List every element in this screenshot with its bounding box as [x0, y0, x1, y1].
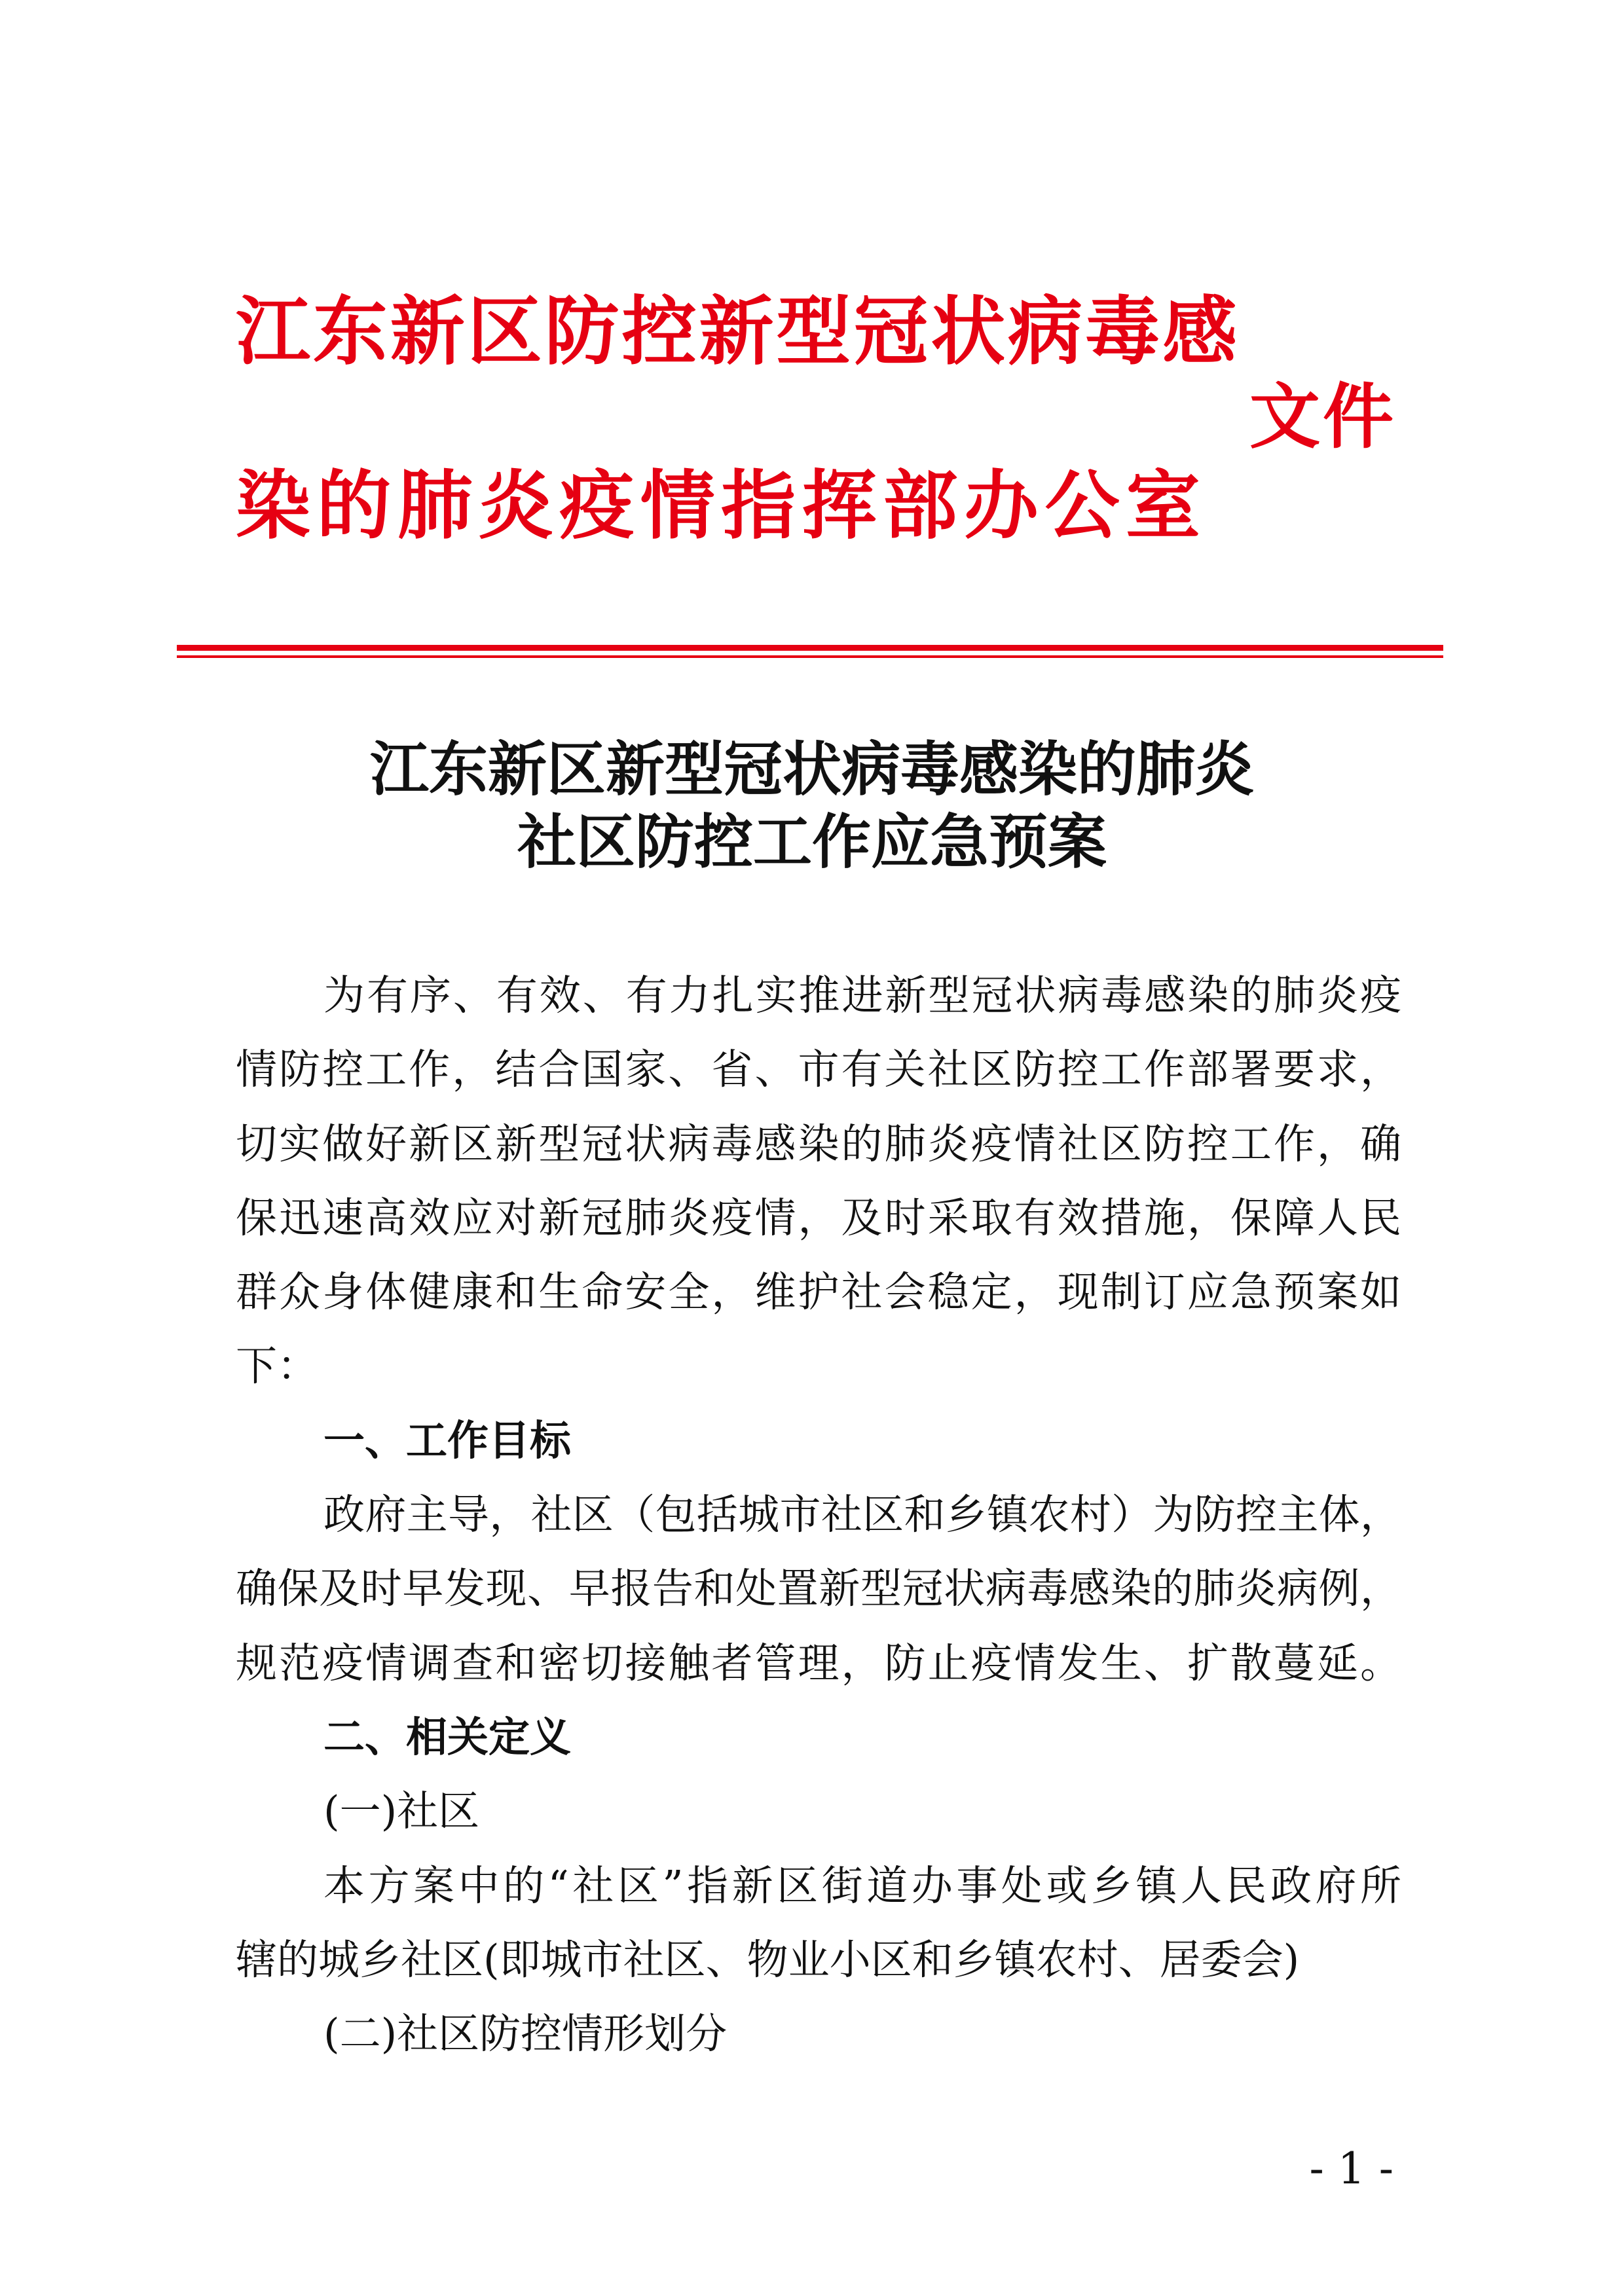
body-line: 情防控工作，结合国家、省、市有关社区防控工作部署要求， — [236, 1046, 1401, 1094]
section-heading-goals: 一、工作目标 — [323, 1416, 571, 1465]
page-number: - 1 - — [1309, 2143, 1393, 2194]
document-body — [236, 958, 1401, 2071]
section-heading-definitions: 二、相关定义 — [323, 1713, 571, 1761]
body-line: 本方案中的“社区”指新区街道办事处或乡镇人民政府所 — [323, 1861, 1401, 1910]
body-line: 保迅速高效应对新冠肺炎疫情，及时采取有效措施，保障人民 — [236, 1194, 1401, 1242]
body-line: 为有序、有效、有力扎实推进新型冠状病毒感染的肺炎疫 — [323, 972, 1401, 1019]
subsection-heading-situations: (二)社区防控情形划分 — [323, 2010, 728, 2058]
masthead-doc-type: 文件 — [1249, 376, 1393, 458]
doc-title-line-2: 社区防控工作应急预案 — [517, 807, 1107, 877]
body-line: 规范疫情调查和密切接触者管理，防止疫情发生、扩散蔓延。 — [236, 1639, 1401, 1687]
body-line: 确保及时早发现、早报告和处置新型冠状病毒感染的肺炎病例， — [236, 1565, 1401, 1613]
red-rule-thin — [177, 655, 1443, 658]
body-line: 群众身体健康和生命安全，维护社会稳定，现制订应急预案如 — [236, 1268, 1401, 1317]
doc-title-line-1: 江东新区新型冠状病毒感染的肺炎 — [370, 735, 1254, 804]
body-line: 下： — [236, 1342, 318, 1391]
masthead-line-2: 染的肺炎疫情指挥部办公室 — [236, 462, 1200, 549]
red-rule-thick — [177, 645, 1443, 651]
subsection-heading-community: (一)社区 — [323, 1787, 480, 1836]
body-line: 切实做好新区新型冠状病毒感染的肺炎疫情社区防控工作，确 — [236, 1120, 1401, 1168]
masthead-line-1: 江东新区防控新型冠状病毒感 — [236, 287, 1237, 375]
body-line: 辖的城乡社区(即城市社区、物业小区和乡镇农村、居委会) — [236, 1935, 1300, 1984]
body-line: 政府主导，社区（包括城市社区和乡镇农村）为防控主体， — [323, 1491, 1401, 1539]
